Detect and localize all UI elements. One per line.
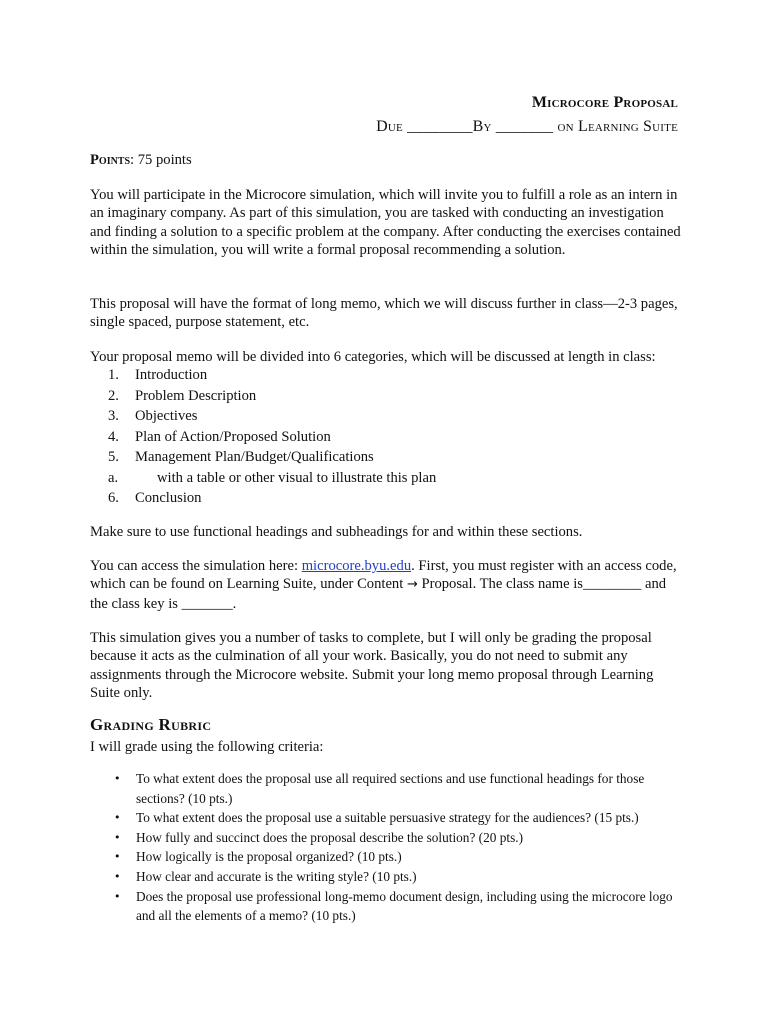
bullet-icon: • [114, 850, 121, 864]
simulation-link[interactable]: microcore.byu.edu [301, 558, 412, 574]
bullet-icon: • [114, 811, 121, 825]
sub-list-item [108, 468, 436, 489]
list-item [114, 847, 679, 867]
categories-intro: Your proposal memo will be divided into 6 categories, which will be discussed at length in class: [90, 349, 656, 365]
list-item [108, 427, 436, 448]
rubric-intro: I will grade using the following criteria: [90, 739, 324, 755]
list-item-label: To what extent does the proposal use a suitable persuasive strategy for the audiences? (15 pts.) [136, 810, 639, 826]
list-number: 2. [108, 387, 119, 404]
list-item [114, 828, 679, 848]
list-item-label: Conclusion [135, 490, 202, 506]
list-number: 6. [108, 490, 119, 506]
list-item [114, 808, 679, 828]
list-item-label: Plan of Action/Proposed Solution [135, 428, 331, 445]
points-label: Points [90, 152, 131, 168]
list-number: 4. [108, 428, 119, 445]
list-item-label: Does the proposal use professional long-memo document design, including using the microcore logo and all the elements of a memo? (10 pts.) [136, 888, 673, 924]
intro-paragraph: You will participate in the Microcore simulation, which will invite you to fulfill a role as an intern in an imaginary company. As part of this simulation, you are tasked with conducting an investigation and finding a solution to a specific problem at the company. After conducting the exercises contained within the simulation, you will write a formal proposal recommending a solution. [90, 187, 681, 258]
bullet-icon: • [114, 772, 121, 785]
access-text: Proposal. The class name is________ and the class key is _______. [90, 576, 667, 612]
categories-list [108, 365, 436, 509]
list-item [108, 386, 436, 407]
list-item [114, 769, 679, 808]
points-value: : 75 points [130, 152, 192, 168]
list-item-label: Introduction [135, 367, 208, 383]
list-item-label: Problem Description [135, 387, 257, 404]
bullet-icon: • [114, 830, 121, 844]
access-paragraph [90, 557, 685, 613]
list-item-label: Objectives [135, 408, 198, 424]
access-text: . First, you must register with an access code, which can be found on Learning Suite, under Content [90, 558, 677, 593]
list-number: 3. [108, 408, 119, 424]
access-text: You can access the simulation here: [90, 558, 302, 574]
bullet-icon: • [114, 889, 121, 903]
list-item [108, 447, 436, 468]
rubric-list [114, 769, 679, 926]
list-item [108, 406, 436, 427]
list-number: 5. [108, 449, 119, 465]
headings-paragraph: Make sure to use functional headings and subheadings for and within these sections. [90, 524, 583, 540]
list-number: a. [108, 469, 119, 486]
list-item-label: with a table or other visual to illustrate this plan [157, 469, 437, 486]
list-item [114, 867, 679, 887]
list-item [114, 887, 679, 926]
list-item-label: How logically is the proposal organized? (10 pts.) [136, 849, 402, 865]
list-item [108, 365, 436, 386]
title-block [376, 93, 678, 137]
points-line [90, 151, 685, 169]
rubric-heading: Grading Rubric [90, 715, 212, 734]
arrow-right-icon: → [406, 577, 418, 593]
grading-note-paragraph: This simulation gives you a number of tasks to complete, but I will only be grading the proposal because it acts as the culmination of all your work. Basically, you do not need to submit any assignments through the Microcore website. Submit your long memo proposal through Learning Suite only. [90, 630, 654, 701]
bullet-icon: • [114, 869, 121, 883]
format-paragraph: This proposal will have the format of long memo, which we will discuss further in class—2-3 pages, single spaced, purpose statement, etc. [90, 296, 678, 331]
list-item-label: How clear and accurate is the writing style? (10 pts.) [136, 868, 417, 884]
list-item-label: To what extent does the proposal use all required sections and use functional headings for those sections? (10 pts.) [136, 771, 645, 806]
list-item [108, 488, 436, 509]
list-item-label: How fully and succinct does the proposal describe the solution? (20 pts.) [136, 829, 523, 845]
list-item-label: Management Plan/Budget/Qualifications [135, 449, 374, 465]
document-title: Microcore Proposal [531, 94, 678, 111]
due-line: Due ________By _______ on Learning Suite [376, 118, 678, 135]
list-number: 1. [108, 367, 119, 383]
